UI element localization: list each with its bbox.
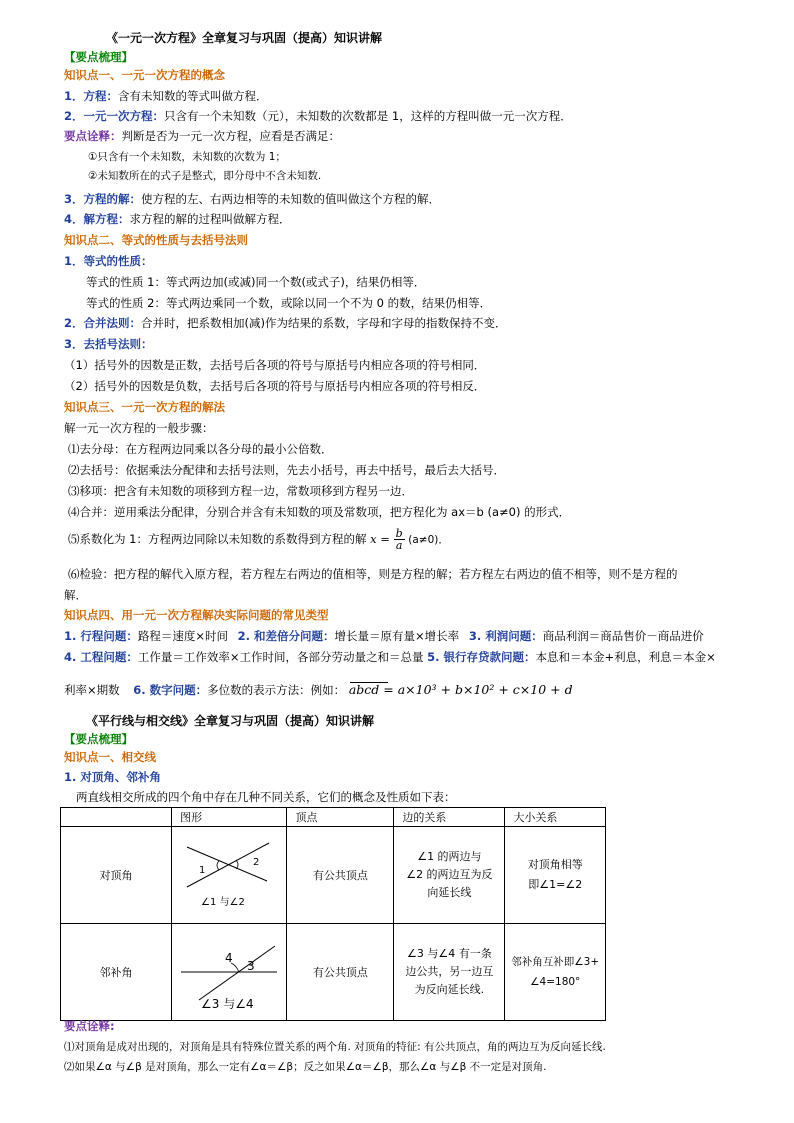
doc1-p1 [64, 88, 268, 104]
doc1-step-5-x: x = [370, 532, 390, 546]
doc1-step-6b: 解． [64, 588, 87, 602]
doc1-p2 [64, 108, 572, 124]
doc1-step-1: ⑴去分母：在方程两边同乘以各分母的最小公倍数． [68, 442, 333, 456]
type-5-label: 5. 银行存贷款问题： [427, 650, 536, 664]
type-2-label: 2. 和差倍分问题： [237, 629, 335, 643]
row2-figure [172, 924, 287, 1021]
row2-sides-line: ∠3 与∠4 有一条 [407, 947, 492, 960]
fig-label-2: 2 [253, 856, 260, 868]
doc1-step-5-fraction [394, 528, 405, 551]
doc1-step-5-text: ⑸系数化为 1：方程两边同除以未知数的系数得到方程的解 [68, 532, 367, 546]
doc1-k4-heading: 知识点四、用一元一次方程解决实际问题的常见类型 [64, 608, 329, 622]
row1-size-line: 即∠1=∠2 [528, 878, 583, 891]
doc1-step-6a: ⑹检验：把方程的解代入原方程，若方程左右两边的值相等，则是方程的解；若方程左右两边的值不相等，则不是方程的 [68, 567, 678, 581]
doc2-note-1: ⑴对顶角是成对出现的，对顶角是具有特殊位置关系的两个角. 对顶角的特征: 有公共顶点，角的两边互为反向延长线. [64, 1041, 606, 1053]
fig-label-4: 4 [225, 950, 233, 965]
row2-vertex: 有公共顶点 [287, 924, 394, 1021]
fig-label-1: 1 [199, 864, 206, 876]
row1-size [505, 827, 606, 924]
fraction-numerator: b [395, 527, 403, 540]
header-sides: 边的关系 [394, 808, 505, 827]
type-4-text: 工作量＝工作效率×工作时间，各部分劳动量之和＝总量 [137, 650, 424, 664]
doc2-k1-heading: 知识点一、相交线 [64, 750, 156, 764]
row2-sides-line: 边公共，另一边互 [405, 965, 494, 978]
row2-name: 邻补角 [61, 924, 172, 1021]
vertical-angles-figure [179, 829, 279, 919]
doc1-p1-text: 含有未知数的等式叫做方程． [118, 89, 268, 103]
doc1-s-intro: 解一元一次方程的一般步骤： [64, 421, 214, 435]
table-row [61, 827, 606, 924]
doc1-p2-text: 只含有一个未知数（元），未知数的次数都是 1，这样的方程叫做一元一次方程． [164, 109, 572, 123]
type-5-cont: 利率×期数 [64, 683, 120, 697]
doc1-type-row2 [64, 649, 716, 665]
doc1-k3-heading: 知识点三、一元一次方程的解法 [64, 400, 225, 414]
doc1-step-2: ⑵去括号：依据乘法分配律和去括号法则，先去小括号，再去中括号，最后去大括号． [68, 463, 505, 477]
doc1-note-label: 要点诠释： [64, 129, 122, 143]
row2-sides [394, 924, 505, 1021]
doc1-note-1: ①只含有一个未知数，未知数的次数为 1； [88, 151, 286, 163]
doc1-p4 [64, 211, 291, 227]
doc2-note-2: ⑵如果∠α 与∠β 是对顶角，那么一定有∠α＝∠β；反之如果∠α＝∠β，那么∠α 与∠β 不一定是对顶角. [64, 1061, 547, 1073]
doc1-q1-b: 等式的性质 2：等式两边乘同一个数，或除以同一个不为 0 的数，结果仍相等． [86, 296, 492, 310]
doc1-p1-label: 1．方程： [64, 89, 119, 103]
fraction-denominator: a [395, 539, 403, 552]
doc1-q2-text: 合并时，把系数相加(减)作为结果的系数，字母和字母的指数保持不变． [141, 316, 507, 330]
doc1-q3-a: （1）括号外的因数是正数，去括号后各项的符号与原括号内相应各项的符号相同． [64, 358, 486, 372]
doc1-q2-label: 2．合并法则： [64, 316, 142, 330]
row1-sides-line: ∠1 的两边与 [417, 850, 482, 863]
doc1-p4-text: 求方程的解的过程叫做解方程． [129, 212, 291, 226]
doc1-type-row3 [64, 682, 573, 698]
fig-caption-1: ∠1 与∠2 [201, 896, 246, 908]
row2-sides-line: 为反向延长线. [414, 983, 485, 996]
doc2-note-label: 要点诠释: [64, 1019, 115, 1033]
type-1-label: 1. 行程问题： [64, 629, 138, 643]
adjacent-angles-figure [179, 926, 279, 1016]
doc2-sub1: 1. 对顶角、邻补角 [64, 770, 161, 784]
header-figure: 图形 [172, 808, 287, 827]
row1-sides-line: ∠2 的两边互为反 [406, 868, 493, 881]
doc1-k2-heading: 知识点二、等式的性质与去括号法则 [64, 233, 248, 247]
fig-caption-2: ∠3 与∠4 [201, 996, 254, 1011]
doc1-q3-b: （2）括号外的因数是负数，去括号后各项的符号与原括号内相应各项的符号相反． [64, 379, 486, 393]
doc1-title: 《一元一次方程》全章复习与巩固（提高）知识讲解 [106, 31, 383, 45]
doc1-q1-label: 1．等式的性质： [64, 254, 153, 268]
doc1-p3 [64, 191, 440, 207]
doc1-q3-label: 3．去括号法则： [64, 337, 153, 351]
row2-size-line: 邻补角互补即∠3+ [511, 956, 600, 968]
type-6-formula: abcd = a×10³ + b×10² + c×10 + d [348, 682, 573, 697]
type-2-text: 增长量＝原有量×增长率 [334, 629, 460, 643]
type-3-label: 3. 利润问题： [468, 629, 543, 643]
doc2-title: 《平行线与相交线》全章复习与巩固（提高）知识讲解 [86, 714, 375, 728]
row1-name: 对顶角 [61, 827, 172, 924]
header-size: 大小关系 [505, 808, 606, 827]
doc1-p3-label: 3．方程的解： [64, 192, 142, 206]
row2-size-line: ∠4=180° [530, 976, 581, 988]
doc1-note-text: 判断是否为一元一次方程，应看是否满足： [121, 129, 340, 143]
type-1-text: 路程＝速度×时间 [137, 629, 229, 643]
doc2-section-tag: 【要点梳理】 [64, 732, 133, 746]
doc2-intro: 两直线相交所成的四个角中存在几种不同关系，它们的概念及性质如下表： [76, 790, 456, 804]
doc1-p2-label: 2．一元一次方程： [64, 109, 165, 123]
doc1-note [64, 128, 340, 144]
doc1-note-2: ②未知数所在的式子是整式，即分母中不含未知数. [88, 170, 322, 182]
type-6-text: 多位数的表示方法：例如： [207, 683, 346, 697]
doc1-k1-heading: 知识点一、一元一次方程的概念 [64, 68, 225, 82]
row2-size [505, 924, 606, 1021]
type-4-label: 4. 工程问题： [64, 650, 138, 664]
row1-sides-line: 向延长线 [427, 886, 472, 899]
doc1-step-5-cond: (a≠0)． [408, 534, 449, 546]
type-6-label: 6. 数字问题： [133, 683, 208, 697]
doc1-q1-a: 等式的性质 1：等式两边加(或减)同一个数(或式子)，结果仍相等． [86, 275, 426, 289]
table-header-row [61, 808, 606, 827]
row1-vertex: 有公共顶点 [287, 827, 394, 924]
doc1-section-tag: 【要点梳理】 [64, 50, 133, 64]
header-cell-blank [61, 808, 172, 827]
doc1-p4-label: 4．解方程： [64, 212, 130, 226]
type-3-text: 商品利润＝商品售价－商品进价 [542, 629, 704, 643]
table-row [61, 924, 606, 1021]
type-5-text: 本息和＝本金+利息，利息＝本金× [535, 650, 716, 664]
fig-label-3: 3 [247, 958, 255, 973]
doc1-step-5 [68, 524, 449, 555]
overline-bar [350, 682, 388, 683]
doc1-q2 [64, 315, 507, 331]
doc1-p3-text: 使方程的左、右两边相等的未知数的值叫做这个方程的解． [141, 192, 441, 206]
header-vertex: 顶点 [287, 808, 394, 827]
doc1-step-3: ⑶移项：把含有未知数的项移到方程一边，常数项移到方程另一边． [68, 484, 413, 498]
doc1-type-row1 [64, 628, 704, 644]
row1-figure [172, 827, 287, 924]
doc1-step-4: ⑷合并：逆用乘法分配律，分别合并含有未知数的项及常数项，把方程化为 ax＝b (a≠0) 的形式． [68, 505, 571, 519]
row1-sides [394, 827, 505, 924]
angle-relations-table [60, 807, 606, 1021]
row1-size-line: 对顶角相等 [527, 858, 583, 871]
